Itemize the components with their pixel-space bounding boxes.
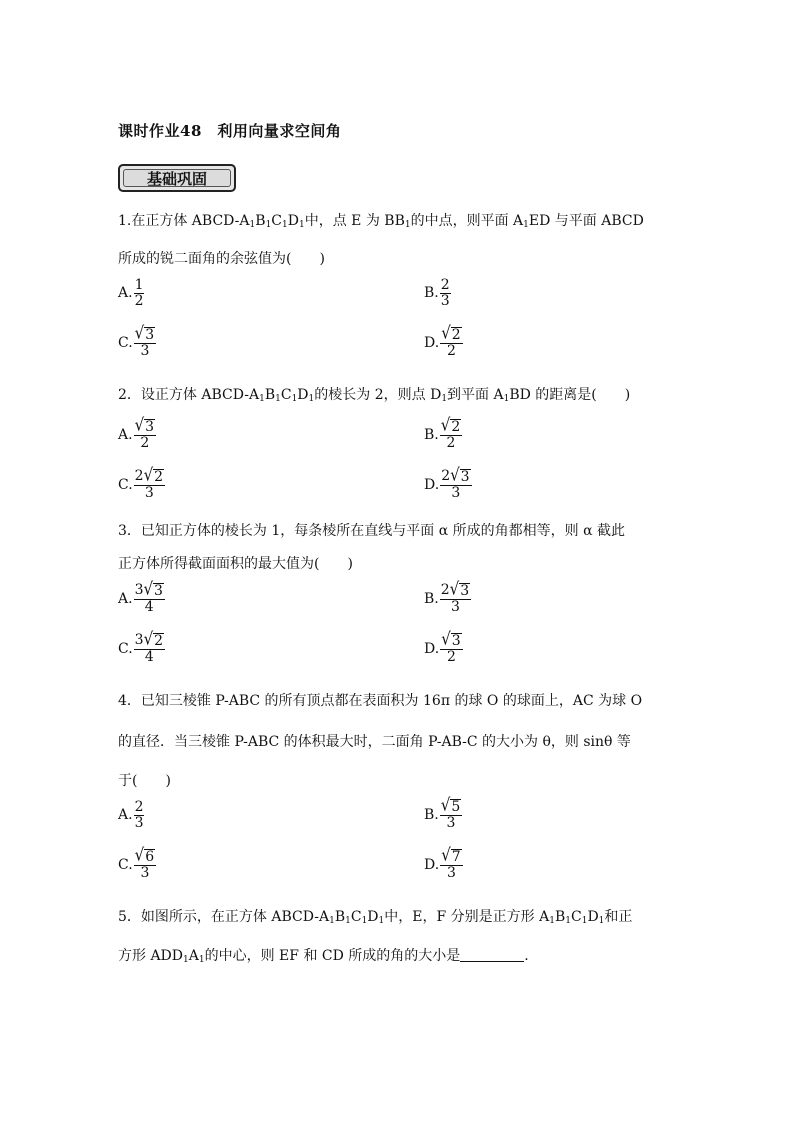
q1-option-c[interactable]: C. √ 3 3: [118, 322, 155, 360]
q1-option-b[interactable]: B. $\frac{2}{3}$: [424, 277, 450, 309]
section-tag: [118, 164, 236, 192]
answer-blank[interactable]: [460, 949, 524, 962]
q1-line2: 所成的锐二面角的余弦值为( ): [118, 251, 325, 267]
q5-line1: 5．如图所示，在正方体 ABCD-$A_1B_1C_1D_1$中，E，F 分别是正方形 $A_1B_1C_1D_1$和正: [118, 909, 633, 926]
q4-line3: 于( ): [118, 773, 171, 789]
page-title: [118, 120, 341, 141]
q4-option-b[interactable]: B. √ 5 3: [424, 794, 461, 832]
q2-option-d[interactable]: D. 2 √ 3 3: [424, 464, 470, 502]
q3-line2: 正方体所得截面面积的最大值为( ): [118, 556, 353, 572]
section-tag-label: 基础巩固: [123, 169, 231, 187]
q3-line1: 3．已知正方体的棱长为 1，每条棱所在直线与平面 α 所成的角都相等，则 α 截此: [118, 523, 625, 539]
q2-option-a[interactable]: A. √ 3 2: [118, 414, 155, 452]
q1-option-a[interactable]: A. $\frac{1}{2}$: [118, 277, 144, 309]
title-prefix: 课时作业: [118, 122, 181, 140]
q3-option-a[interactable]: A. 3 √ 3 4: [118, 578, 163, 616]
q4-line2: 的直径．当三棱锥 P-ABC 的体积最大时，二面角 P-AB-C 的大小为 θ，则 sinθ 等: [118, 734, 631, 750]
q4-option-c[interactable]: C. √ 6 3: [118, 844, 155, 882]
q1-option-d[interactable]: D. √ 2 2: [424, 322, 461, 360]
q4-option-a[interactable]: A. $\frac{2}{3}$: [118, 799, 144, 831]
q3-option-d[interactable]: D. √ 3 2: [424, 628, 461, 666]
q2-option-c[interactable]: C. 2 √ 2 3: [118, 464, 164, 502]
q3-option-c[interactable]: C. 3 √ 2 4: [118, 628, 164, 666]
title-number: 48: [180, 122, 202, 140]
q3-option-b[interactable]: B. 2 √ 3 3: [424, 578, 470, 616]
title-text: 利用向量求空间角: [217, 122, 342, 140]
q2-option-b[interactable]: B. √ 2 2: [424, 414, 461, 452]
q5-line2: 方形 $ADD_1A_1$的中心，则 EF 和 CD 所成的角的大小是 .: [118, 948, 529, 965]
q4-option-d[interactable]: D. √ 7 3: [424, 844, 461, 882]
q2-line1: 2．设正方体 ABCD-$A_1B_1C_1D_1$的棱长为 2，则点 $D_1$到平面 $A_1BD$ 的距离是( ): [118, 387, 631, 404]
q1-line1: 1.在正方体 ABCD-$A_1B_1C_1D_1$中，点 E 为 $BB_1$的中点，则平面 $A_1ED$ 与平面 ABCD: [118, 213, 644, 230]
q4-line1: 4．已知三棱锥 P-ABC 的所有顶点都在表面积为 16π 的球 O 的球面上，AC 为球 O: [118, 693, 643, 709]
